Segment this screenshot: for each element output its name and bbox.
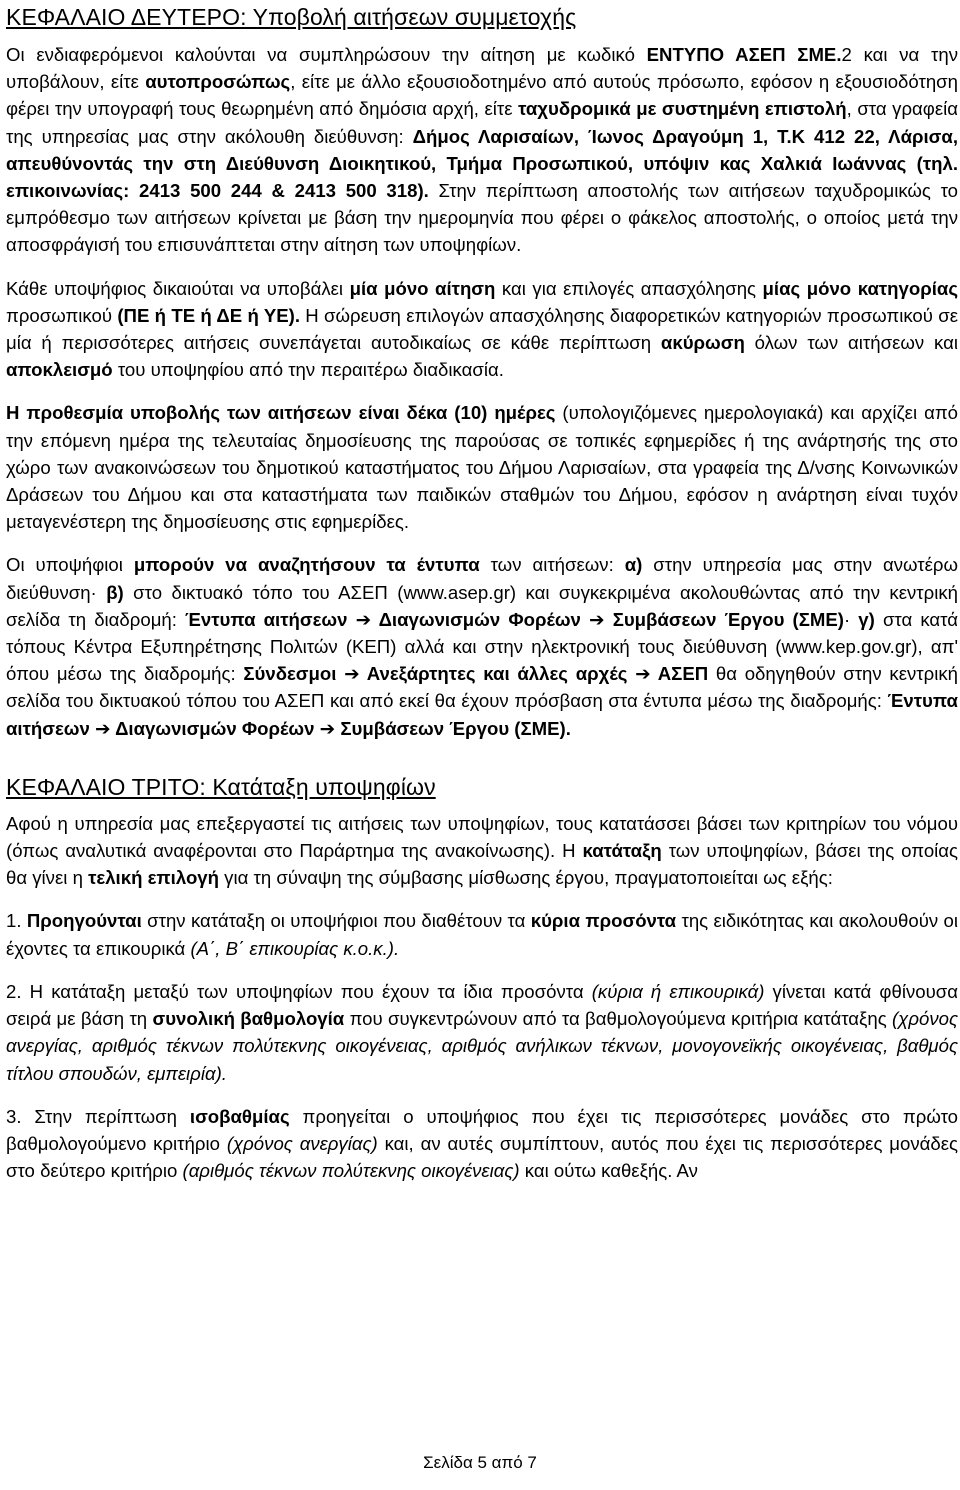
text-run: που συγκεντρώνουν από τα βαθμολογούμενα κριτήρια κατάταξης	[344, 1008, 892, 1030]
text-run: του υποψηφίου από την περαιτέρω διαδικασία.	[112, 359, 504, 381]
chapter2-heading: ΚΕΦΑΛΑΙΟ ΔΕΥΤΕΡΟ: Υποβολή αιτήσεων συμμετοχής	[6, 4, 577, 30]
text-run: των αιτήσεων:	[479, 554, 625, 576]
text-run: Αφού η υπηρεσία μας επεξεργαστεί τις αιτήσεις των υποψηφίων, τους κατατάσσει βάσει των κριτηρίων του νόμου (όπως αναλυτικά αναφέρονται στο Παράρτημα της ανακοίνωσης). Η	[6, 812, 958, 862]
text-run: Προηγούνται	[26, 910, 142, 932]
chapter3-heading: ΚΕΦΑΛΑΙΟ ΤΡΙΤΟ: Κατάταξη υποψηφίων	[6, 773, 436, 800]
chapter2-paragraph-2	[6, 275, 958, 384]
text-run: β)	[106, 581, 124, 603]
text-run: και, αν αυτές συμπίπτουν, αυτός που έχει τις περισσότερες μονάδες στο δεύτερο κριτήριο	[6, 1132, 958, 1182]
text-run: αποκλεισμό	[6, 359, 113, 381]
text-run: μία μόνο αίτηση	[349, 277, 496, 299]
text-run: , είτε με άλλο εξουσιοδοτημένο από αυτούς πρόσωπο, εφόσον η εξουσιοδότηση φέρει την υπογραφή τους θεωρημένη από δημόσια αρχή, είτε	[6, 71, 958, 120]
text-run: ακύρωση	[660, 332, 745, 354]
text-run: (Α΄, Β΄ επικουρίας κ.ο.κ.).	[190, 937, 400, 959]
text-run: (ΠΕ ή ΤΕ ή ΔΕ ή ΥΕ).	[117, 304, 300, 326]
text-run: θα οδηγηθούν στην κεντρική σελίδα του δικτυακού τόπου του ΑΣΕΠ και από εκεί θα έχουν πρόσβαση στα έντυπα μέσω της διαδρομής:	[6, 663, 958, 712]
text-run: ·	[843, 608, 859, 630]
text-run: Δήμος Λαρισαίων, Ίωνος Δραγούμη 1, Τ.Κ 412 22, Λάρισα, απευθύνοντάς την στη Διεύθυνση Διοικητικού, Τμήμα Προσωπικού, υπόψιν κας Χαλκιά Ιωάννας (τηλ. επικοινωνίας: 2413 500 244 & 2413 500 318).	[6, 125, 958, 202]
text-run: μπορούν να αναζητήσουν τα έντυπα	[133, 554, 480, 576]
text-run: ταχυδρομικά με συστημένη επιστολή	[518, 98, 847, 120]
text-run: τελική επιλογή	[88, 867, 219, 889]
page-content	[6, 0, 958, 1184]
text-run: Σύνδεσμοι ➔ Ανεξάρτητες και άλλες αρχές ➔ ΑΣΕΠ	[243, 663, 709, 685]
chapter2-paragraph-4	[6, 551, 958, 741]
text-run: γίνεται κατά φθίνουσα σειρά με βάση τη	[6, 980, 958, 1030]
text-run: όλων των αιτήσεων και	[744, 332, 958, 354]
text-run: Έντυπα αιτήσεων ➔ Διαγωνισμών Φορέων ➔ Συμβάσεων Έργου (ΣΜΕ)	[185, 608, 844, 630]
text-run: 2 και να την υποβάλουν, είτε	[6, 44, 958, 93]
text-run: μίας μόνο κατηγορίας	[762, 277, 958, 299]
text-run: των υποψηφίων, βάσει της οποίας θα γίνει η	[6, 840, 958, 889]
text-run: αυτοπροσώπως	[145, 71, 291, 93]
text-run: στο δικτυακό τόπο του ΑΣΕΠ (www.asep.gr) και συγκεκριμένα ακολουθώντας από την κεντρική σελίδα τη διαδρομή:	[6, 581, 958, 630]
chapter3-criterion-1	[6, 907, 958, 961]
text-run: Η προθεσμία υποβολής των αιτήσεων είναι δέκα (10) ημέρες	[6, 402, 556, 424]
text-run: α)	[624, 554, 643, 576]
text-run: συνολική βαθμολογία	[152, 1008, 345, 1030]
text-run: γ)	[858, 608, 875, 630]
text-run: στην υπηρεσία μας στην ανωτέρω διεύθυνση·	[6, 554, 958, 603]
text-run: Η σώρευση επιλογών απασχόλησης διαφορετικών κατηγοριών προσωπικού σε μία ή περισσότερες αιτήσεις συνεπάγεται αυτοδικαίως σε κάθε περίπτωση	[6, 304, 958, 354]
text-run: 2. Η κατάταξη μεταξύ των υποψηφίων που έχουν τα ίδια προσόντα	[6, 980, 592, 1002]
text-run: Οι υποψήφιοι	[6, 554, 134, 576]
chapter3-paragraph-1	[6, 810, 958, 892]
text-run: για τη σύναψη της σύμβασης μίσθωσης έργου, πραγματοποιείται ως εξής:	[219, 867, 833, 889]
text-run: κύρια προσόντα	[530, 910, 677, 932]
text-run: 3. Στην περίπτωση	[6, 1105, 190, 1127]
text-run: και ούτω καθεξής. Αν	[519, 1160, 698, 1182]
text-run: , στα γραφεία της υπηρεσίας μας στην ακόλουθη διεύθυνση:	[6, 98, 958, 147]
text-run: της ειδικότητας και ακολουθούν οι έχοντες τα επικουρικά	[6, 910, 959, 959]
text-run: προηγείται ο υποψήφιος που έχει τις περισσότερες μονάδες στο πρώτο βαθμολογούμενο κριτήριο	[6, 1105, 958, 1154]
text-run: στα κατά τόπους Κέντρα Εξυπηρέτησης Πολιτών (ΚΕΠ) αλλά και στην ηλεκτρονική τους διεύθυνση (www.kep.gov.gr), απ' όπου μέσω της διαδρομής:	[6, 608, 959, 685]
page-number-footer: Σελίδα 5 από 7	[423, 1453, 537, 1472]
text-run: Στην περίπτωση αποστολής των αιτήσεων ταχυδρομικώς το εμπρόθεσμο των αιτήσεων κρίνεται με βάση την ημερομηνία που φέρει ο φάκελος αποστολής, ο οποίος μετά την αποσφράγισή του επισυνάπτεται στην αίτηση των υποψηφίων.	[6, 180, 958, 256]
text-run: (κύρια ή επικουρικά)	[591, 980, 765, 1002]
text-run: (αριθμός τέκνων πολύτεκνης οικογένειας)	[182, 1160, 520, 1182]
chapter3-criterion-2	[6, 978, 958, 1087]
text-run: Κάθε υποψήφιος δικαιούται να υποβάλει	[6, 277, 350, 299]
text-run: (χρόνος ανεργίας)	[226, 1132, 378, 1154]
text-run: ΕΝΤΥΠΟ ΑΣΕΠ ΣΜΕ.	[646, 44, 842, 65]
text-run: και για επιλογές απασχόλησης	[495, 277, 763, 299]
chapter2-paragraph-3	[6, 399, 958, 535]
text-run: στην κατάταξη οι υποψήφιοι που διαθέτουν τα	[141, 910, 531, 932]
text-run: προσωπικού	[6, 304, 118, 326]
text-run: Οι ενδιαφερόμενοι καλούνται να συμπληρώσουν την αίτηση με κωδικό	[6, 44, 647, 65]
text-run: (χρόνος ανεργίας, αριθμός τέκνων πολύτεκνης οικογένειας, αριθμός ανήλικων τέκνων, μονογονεϊκής οικογένειας, βαθμός τίτλου σπουδών, εμπειρία).	[6, 1008, 958, 1084]
chapter3-criterion-3	[6, 1103, 958, 1185]
text-run: 1.	[6, 910, 27, 932]
text-run: (υπολογιζόμενες ημερολογιακά) και αρχίζει από την επόμενη ημέρα της τελευταίας δημοσίευσης της παρούσας σε τοπικές εφημερίδες ή της ανάρτησής της στο χώρο των ανακοινώσεων του δημοτικού καταστήματος του Δήμου Λαρισαίων, στα γραφεία της Δ/νσης Κοινωνικών Δράσεων του Δήμου και στα καταστήματα των παιδικών σταθμών του Δήμου, εφόσον η ανάρτηση είναι τυχόν μεταγενέστερη της δημοσίευσης στις εφημερίδες.	[6, 402, 958, 533]
text-run: ισοβαθμίας	[189, 1105, 290, 1127]
text-run: κατάταξη	[582, 840, 662, 862]
chapter2-paragraph-1	[6, 41, 958, 259]
text-run: Έντυπα αιτήσεων ➔ Διαγωνισμών Φορέων ➔ Συμβάσεων Έργου (ΣΜΕ).	[6, 690, 958, 739]
